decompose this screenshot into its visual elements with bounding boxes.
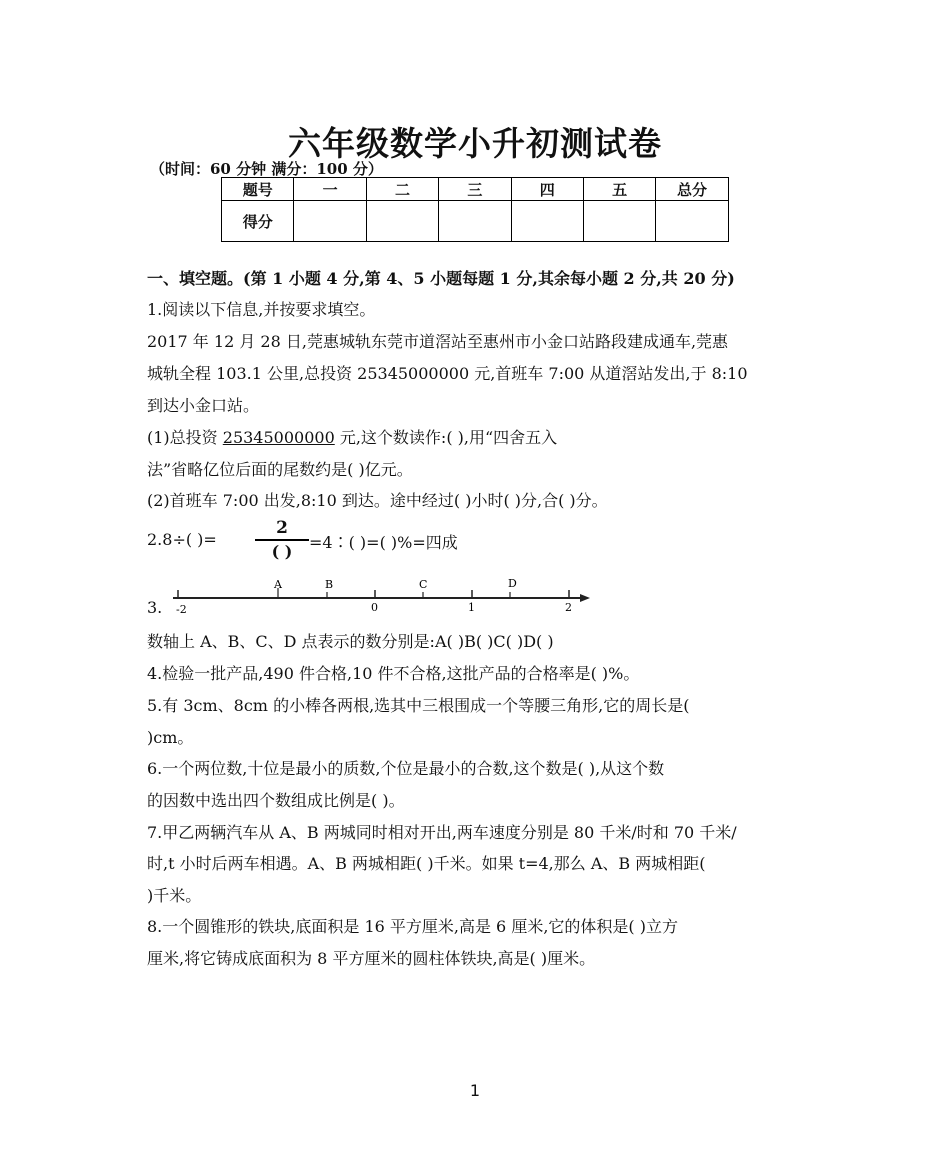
fraction-bar (255, 539, 309, 541)
q1-passage-line: 城轨全程 103.1 公里,总投资 25345000000 元,首班车 7:00 从道滘站发出,于 8:10 (147, 364, 748, 383)
q2-fraction (255, 518, 309, 561)
q3-label: 3. (147, 598, 163, 617)
page-number: 1 (469, 1081, 481, 1100)
score-header-cell: 三 (439, 178, 511, 201)
section-heading: 一、填空题。(第 1 小题 4 分,第 4、5 小题每题 1 分,其余每小题 2 分,共 20 分) (147, 269, 735, 288)
tick-label: 1 (468, 601, 475, 614)
q1-sub1-cont: 法”省略亿位后面的尾数约是( )亿元。 (147, 460, 413, 479)
q1-passage-line: 到达小金口站。 (147, 396, 260, 415)
point-d-label: D (508, 577, 517, 590)
score-cell[interactable] (294, 201, 366, 242)
score-cell[interactable] (511, 201, 583, 242)
score-cell[interactable] (366, 201, 438, 242)
q6-text-cont: 的因数中选出四个数组成比例是( )。 (147, 791, 405, 810)
q1-sub1 (147, 425, 557, 448)
score-cell[interactable] (656, 201, 728, 242)
score-header-cell: 题号 (222, 178, 294, 201)
score-table-score-row (222, 201, 729, 242)
q1-passage-line: 2017 年 12 月 28 日,莞惠城轨东莞市道滘站至惠州市小金口站路段建成通车,莞惠 (147, 332, 729, 351)
tick-label: -2 (176, 603, 187, 616)
fraction-numerator: 2 (276, 518, 288, 538)
score-cell[interactable] (583, 201, 655, 242)
q5-text: 5.有 3cm、8cm 的小棒各两根,选其中三根围成一个等腰三角形,它的周长是( (147, 696, 690, 715)
q1-sub1-text: (1)总投资 (147, 428, 223, 447)
score-header-cell: 四 (511, 178, 583, 201)
q5-text-cont: )cm。 (147, 728, 194, 747)
score-row-label: 得分 (222, 201, 294, 242)
point-a-label: A (274, 578, 282, 591)
number-line-arrow (580, 594, 590, 602)
q1-investment-number: 25345000000 (222, 428, 335, 447)
score-header-cell: 二 (366, 178, 438, 201)
score-table-header-row (222, 178, 729, 201)
q4-text: 4.检验一批产品,490 件合格,10 件不合格,这批产品的合格率是( )%。 (147, 664, 640, 683)
q1-sub1-text: 元,这个数读作:( ),用“四舍五入 (334, 428, 558, 447)
q7-text-cont: 时,t 小时后两车相遇。A、B 两城相距( )千米。如果 t=4,那么 A、B 两城相距( (147, 854, 706, 873)
q2-part-a: 2.8÷( )= (147, 530, 217, 549)
tick-label: 2 (565, 601, 572, 614)
tick-label: 0 (371, 601, 378, 614)
number-line (165, 570, 605, 618)
q7-text: 7.甲乙两辆汽车从 A、B 两城同时相对开出,两车速度分别是 80 千米/时和 70 千米/ (147, 823, 737, 842)
exam-info: （时间：60 分钟 满分：100 分） (150, 160, 383, 178)
score-cell[interactable] (439, 201, 511, 242)
q8-text: 8.一个圆锥形的铁块,底面积是 16 平方厘米,高是 6 厘米,它的体积是( )立方 (147, 917, 678, 936)
q8-text-cont: 厘米,将它铸成底面积为 8 平方厘米的圆柱体铁块,高是( )厘米。 (147, 949, 596, 968)
point-b-label: B (325, 578, 334, 591)
page-title: 六年级数学小升初测试卷 (288, 124, 662, 163)
q3-text: 数轴上 A、B、C、D 点表示的数分别是:A( )B( )C( )D( ) (147, 632, 554, 651)
q1-sub2: (2)首班车 7:00 出发,8:10 到达。途中经过( )小时( )分,合( )分。 (147, 491, 608, 510)
score-header-cell: 一 (294, 178, 366, 201)
q7-text-cont: )千米。 (147, 886, 202, 905)
q1-intro: 1.阅读以下信息,并按要求填空。 (147, 300, 376, 319)
score-header-cell: 总分 (656, 178, 728, 201)
fraction-denominator: ( ) (271, 541, 293, 561)
point-c-label: C (419, 578, 428, 591)
score-table (221, 177, 729, 242)
q2-part-b: =4∶( )=( )%=四成 (309, 533, 458, 552)
q6-text: 6.一个两位数,十位是最小的质数,个位是最小的合数,这个数是( ),从这个数 (147, 759, 665, 778)
score-header-cell: 五 (583, 178, 655, 201)
